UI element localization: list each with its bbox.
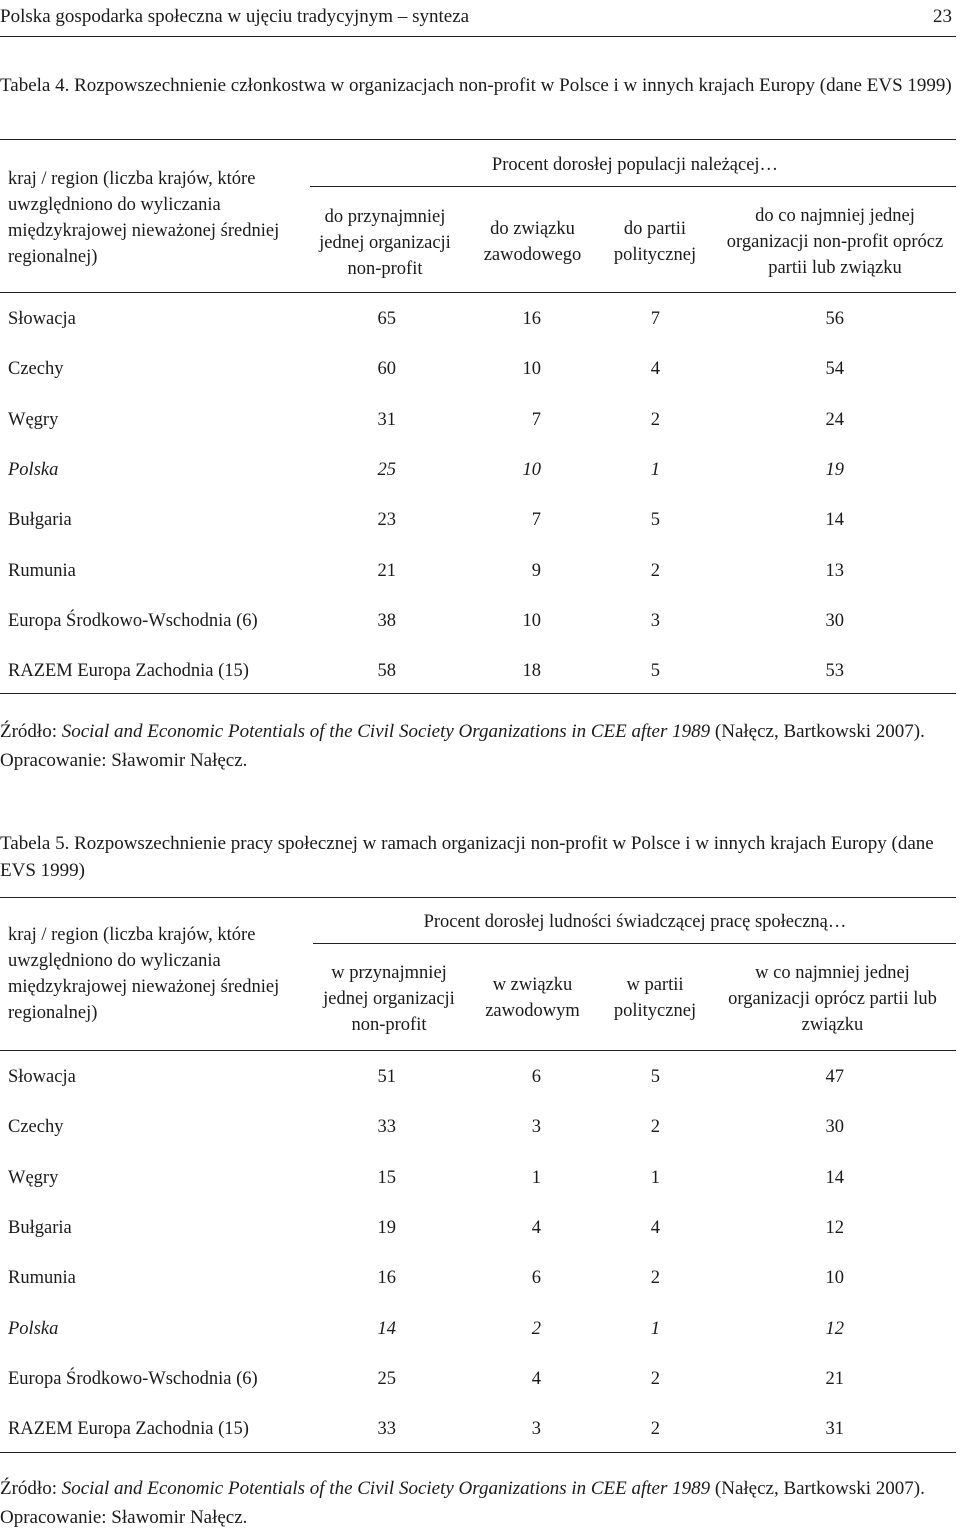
table-cell-value: 21 <box>377 560 396 581</box>
table-cell-value: 10 <box>522 610 541 631</box>
table-cell-value: 5 <box>650 510 660 531</box>
table-cell-value: 4 <box>650 1217 660 1238</box>
table-cell-value: 10 <box>522 359 541 380</box>
running-header <box>0 2 952 32</box>
table-cell-value: 2 <box>650 1268 660 1289</box>
table-row-label: Bułgaria <box>8 1217 72 1238</box>
table-cell-value: 19 <box>377 1217 396 1238</box>
table-cell-value: 14 <box>825 1167 844 1188</box>
table-cell-value: 38 <box>377 610 396 631</box>
table-cell-value: 60 <box>377 359 396 380</box>
table-cell-value: 1 <box>650 1318 660 1339</box>
table-cell-value: 7 <box>531 409 541 430</box>
table-cell-value: 4 <box>531 1368 541 1389</box>
table-cell-value: 21 <box>825 1368 844 1389</box>
table-cell-value: 5 <box>650 1067 660 1087</box>
table-row-label: Węgry <box>8 1167 59 1188</box>
table4-bottom-rule <box>0 693 956 694</box>
table-row-label: RAZEM Europa Zachodnia (15) <box>8 1419 249 1440</box>
table-cell-value: 31 <box>377 409 396 430</box>
table-cell-value: 6 <box>531 1268 541 1289</box>
table-cell-value: 2 <box>650 409 660 430</box>
table-cell-value: 1 <box>650 1167 660 1188</box>
table5-col-header-4: w co najmniej jednej organizacji oprócz partii lub związku <box>728 963 937 1035</box>
table-cell-value: 24 <box>825 409 844 430</box>
table-row-label: Słowacja <box>8 309 76 329</box>
table-cell-value: 23 <box>377 510 396 531</box>
table5-col-header-2: w związku zawodowym <box>485 975 580 1021</box>
table4-col-header-3: do partii politycznej <box>613 219 697 265</box>
table-cell-value: 25 <box>377 459 396 480</box>
table-cell-value: 47 <box>825 1067 844 1087</box>
table-row-label: RAZEM Europa Zachodnia (15) <box>8 661 249 682</box>
table-cell-value: 10 <box>825 1268 844 1289</box>
table-cell-value: 4 <box>650 359 660 380</box>
table5-group-header: Procent dorosłej ludności świadczącej pracę społeczną… <box>423 912 847 932</box>
table4-col-header-4: do co najmniej jednej organizacji non-profit oprócz partii lub związku <box>726 206 944 278</box>
table4-top-rule <box>0 139 956 140</box>
table5-top-rule <box>0 897 956 898</box>
table-cell-value: 15 <box>377 1167 396 1188</box>
table5-source: Źródło: Social and Economic Potentials of the Civil Society Organizations in CEE after 1989 (Nałęcz, Bartkowski 2007). Opracowanie: Sławomir Nałęcz. <box>0 1478 925 1528</box>
table-row-label: Europa Środkowo-Wschodnia (6) <box>8 610 258 631</box>
table-row-label: Rumunia <box>8 560 76 581</box>
table5-col-header-1: w przynajmniej jednej organizacji non-profit <box>323 963 455 1035</box>
table-row-label: Węgry <box>8 409 59 430</box>
table-cell-value: 13 <box>825 560 844 581</box>
table-cell-value: 1 <box>650 459 660 480</box>
table-cell-value: 56 <box>825 309 844 329</box>
table5-caption: Tabela 5. Rozpowszechnienie pracy społecznej w ramach organizacji non-profit w Polsce i w innych krajach Europy (dane EVS 1999) <box>0 833 934 881</box>
table5-stub-header: kraj / region (liczba krajów, które uwzględniono do wyliczania międzykrajowej nieważonej średniej regionalnej) <box>8 925 280 1023</box>
table-cell-value: 53 <box>825 661 844 682</box>
table-cell-value: 16 <box>522 309 541 329</box>
table-cell-value: 54 <box>825 359 844 380</box>
table4-col-header-1: do przynajmniej jednej organizacji non-profit <box>319 207 451 279</box>
page-number: 23 <box>933 6 952 27</box>
table-cell-value: 65 <box>377 309 396 329</box>
table-cell-value: 12 <box>825 1217 844 1238</box>
table-cell-value: 9 <box>531 560 541 581</box>
table-cell-value: 2 <box>650 1117 660 1138</box>
table4-header-rule <box>0 292 956 293</box>
table-cell-value: 7 <box>650 309 660 329</box>
table-row-label: Czechy <box>8 1117 64 1138</box>
table4-group-header: Procent dorosłej populacji należącej… <box>491 155 779 175</box>
table-cell-value: 3 <box>531 1419 541 1440</box>
table-row-label: Europa Środkowo-Wschodnia (6) <box>8 1368 258 1389</box>
table5-bottom-rule <box>0 1452 956 1453</box>
table-cell-value: 12 <box>825 1318 844 1339</box>
table4-source: Źródło: Social and Economic Potentials of the Civil Society Organizations in CEE after 1989 (Nałęcz, Bartkowski 2007). Opracowanie: Sławomir Nałęcz. <box>0 721 925 771</box>
table-cell-value: 25 <box>377 1368 396 1389</box>
table-row-label: Czechy <box>8 359 64 380</box>
table-cell-value: 10 <box>522 459 541 480</box>
table-row-label: Polska <box>8 1318 59 1339</box>
table4-col-header-2: do związku zawodowego <box>483 219 582 265</box>
table-cell-value: 30 <box>825 610 844 631</box>
table-cell-value: 51 <box>377 1067 396 1087</box>
table-cell-value: 31 <box>825 1419 844 1440</box>
table-row-label: Polska <box>8 459 59 480</box>
table-cell-value: 14 <box>377 1318 396 1339</box>
table-cell-value: 2 <box>650 1419 660 1440</box>
table-cell-value: 4 <box>531 1217 541 1238</box>
table-cell-value: 19 <box>825 459 844 480</box>
table-cell-value: 30 <box>825 1117 844 1138</box>
table-cell-value: 2 <box>531 1318 541 1339</box>
table-cell-value: 33 <box>377 1419 396 1440</box>
table4-stub-header: kraj / region (liczba krajów, które uwzględniono do wyliczania międzykrajowej nieważonej średniej regionalnej) <box>8 169 280 267</box>
table4-caption: Tabela 4. Rozpowszechnienie członkostwa w organizacjach non-profit w Polsce i w innych krajach Europy (dane EVS 1999) <box>0 75 952 96</box>
table5-col-header-3: w partii politycznej <box>613 975 697 1021</box>
table-cell-value: 2 <box>650 560 660 581</box>
table5-header-rule <box>0 1050 956 1051</box>
table-row-label: Bułgaria <box>8 510 72 531</box>
table-row-label: Słowacja <box>8 1067 76 1087</box>
table-cell-value: 5 <box>650 661 660 682</box>
table4-group-rule <box>310 186 956 187</box>
table-cell-value: 14 <box>825 510 844 531</box>
header-rule <box>0 36 956 37</box>
table-cell-value: 7 <box>531 510 541 531</box>
table-cell-value: 1 <box>531 1167 541 1188</box>
table5-group-rule <box>313 943 956 944</box>
table-cell-value: 2 <box>650 1368 660 1389</box>
table-cell-value: 33 <box>377 1117 396 1138</box>
table-cell-value: 3 <box>531 1117 541 1138</box>
table-cell-value: 16 <box>377 1268 396 1289</box>
table-cell-value: 58 <box>377 661 396 682</box>
table-cell-value: 3 <box>650 610 660 631</box>
running-title: Polska gospodarka społeczna w ujęciu tradycyjnym – synteza <box>0 6 470 27</box>
table-row-label: Rumunia <box>8 1268 76 1289</box>
table-cell-value: 6 <box>531 1067 541 1087</box>
table-cell-value: 18 <box>522 661 541 682</box>
